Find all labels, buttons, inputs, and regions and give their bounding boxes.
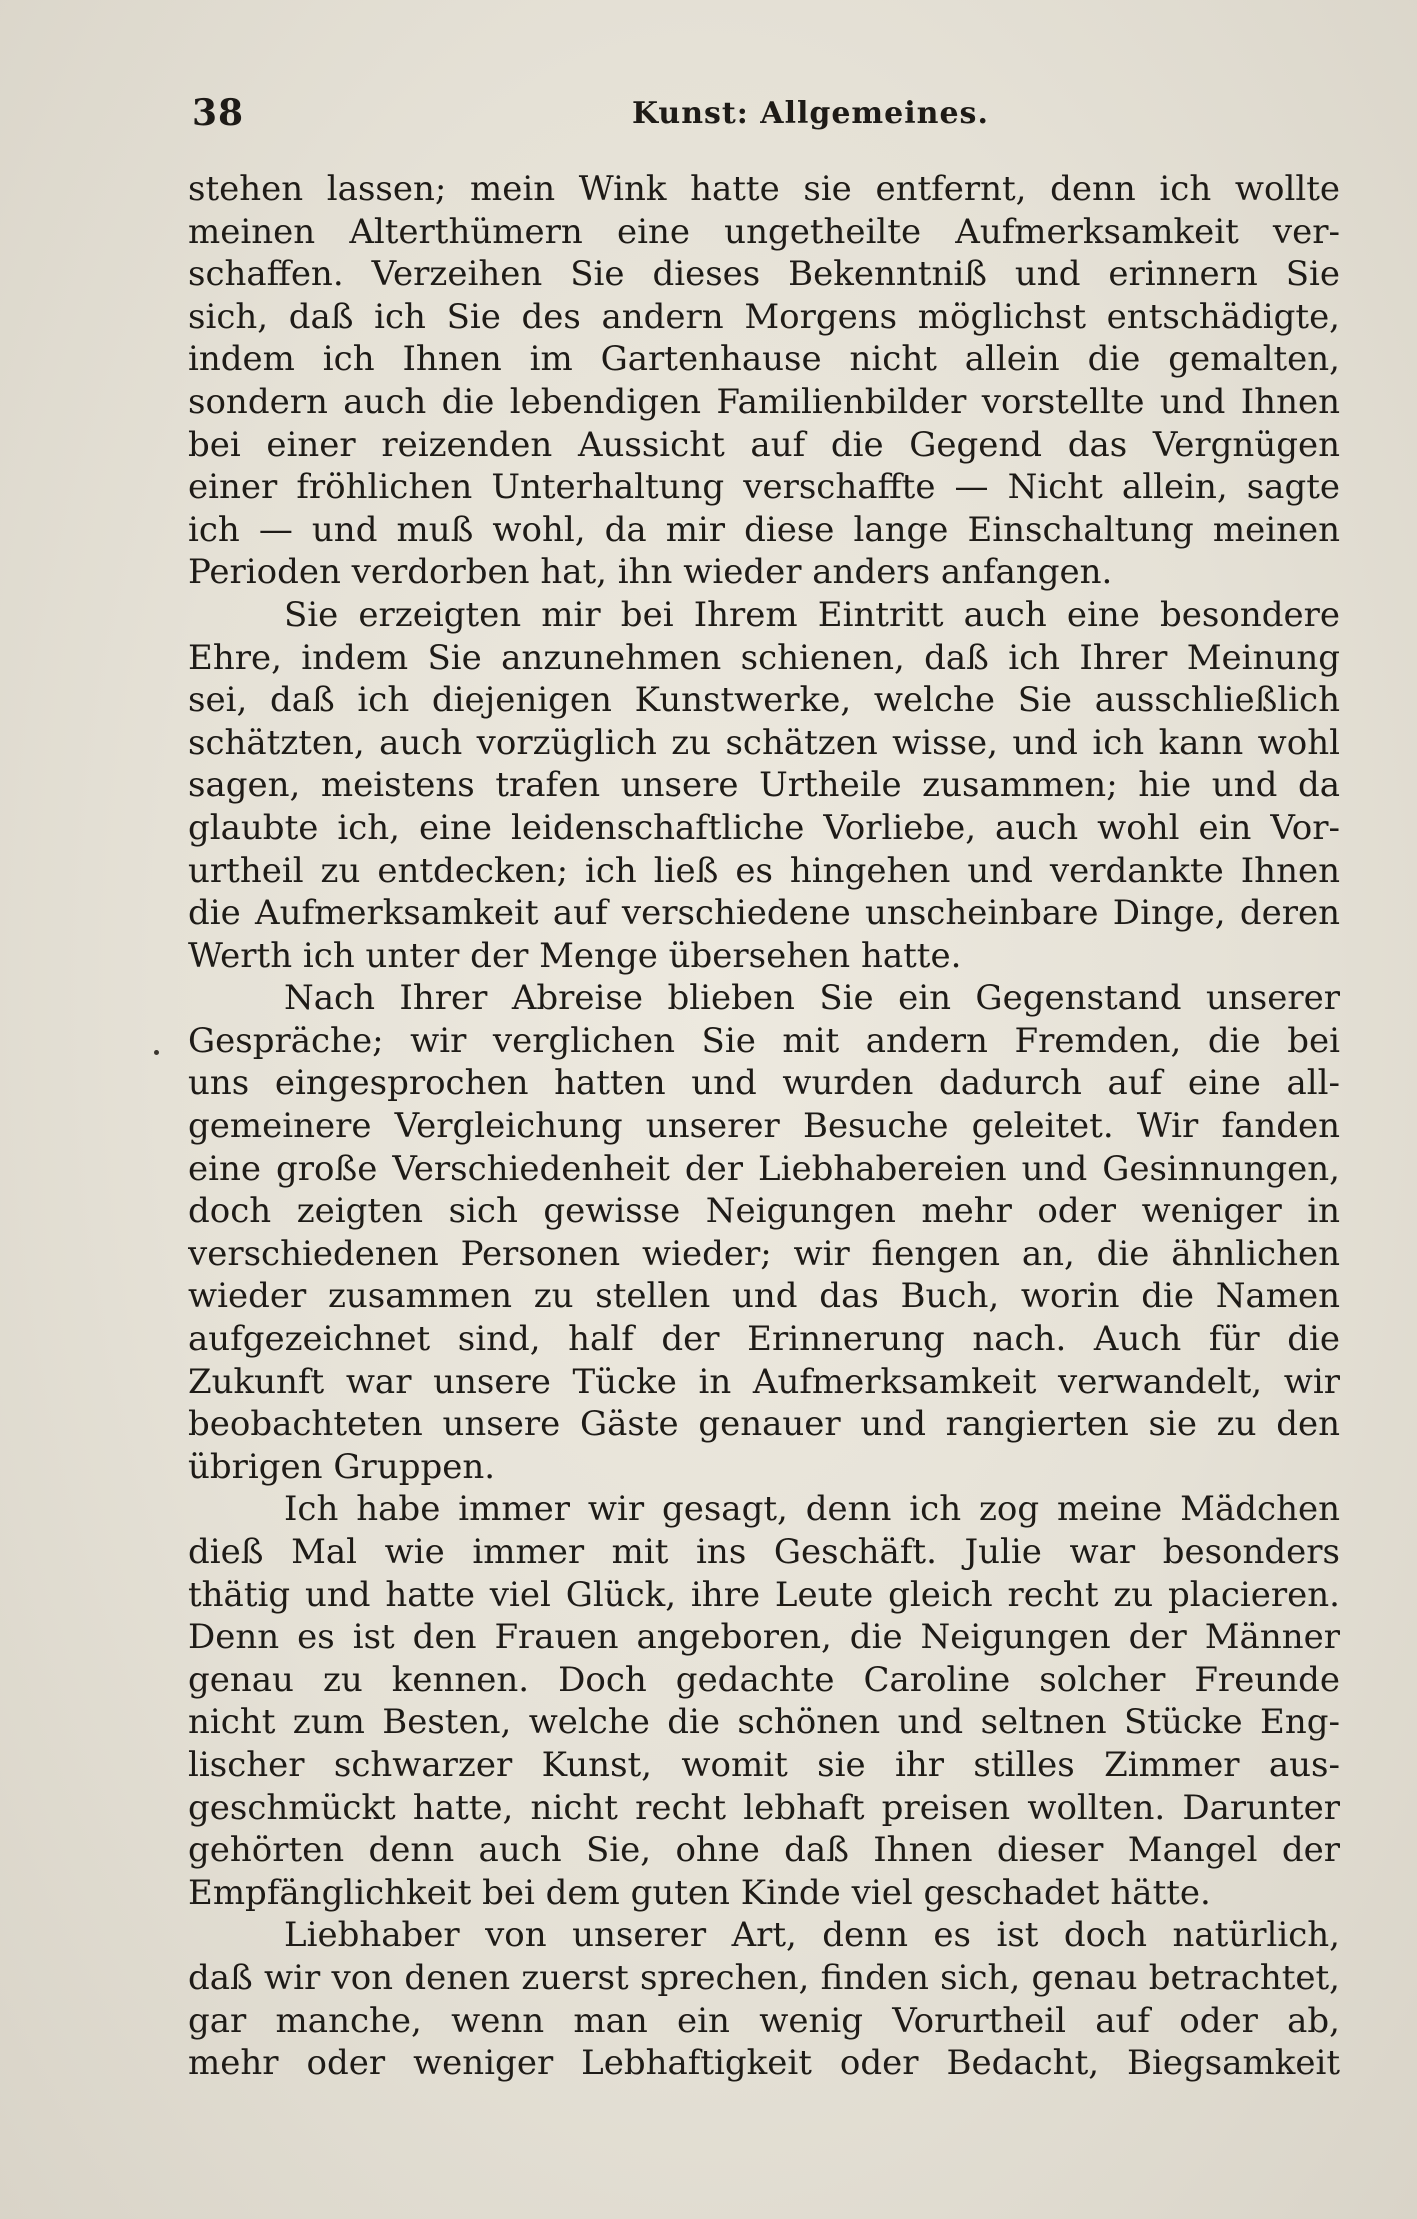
text-line: eine große Verschiedenheit der Liebhabereien und Gesinnungen, bbox=[188, 1148, 1340, 1189]
text-line: gehörten denn auch Sie, ohne daß Ihnen dieser Mangel der bbox=[188, 1830, 1340, 1871]
text-line: Sie erzeigten mir bei Ihrem Eintritt auch eine besondere bbox=[284, 594, 1340, 635]
text-line: nicht zum Besten, welche die schönen und seltnen Stücke Eng- bbox=[188, 1702, 1340, 1743]
text-line: Ich habe immer wir gesagt, denn ich zog meine Mädchen bbox=[284, 1489, 1340, 1530]
text-line: Perioden verdorben hat, ihn wieder anders anfangen. bbox=[188, 552, 1113, 593]
text-line: Gespräche; wir verglichen Sie mit andern Fremden, die bei bbox=[188, 1020, 1340, 1061]
text-line: lischer schwarzer Kunst, womit sie ihr stilles Zimmer aus- bbox=[188, 1744, 1340, 1785]
paragraph-1 bbox=[188, 168, 1340, 594]
body-text bbox=[188, 168, 1340, 2085]
text-line: einer fröhlichen Unterhaltung verschaffte — Nicht allein, sagte bbox=[188, 467, 1340, 508]
text-line: gar manche, wenn man ein wenig Vorurtheil auf oder ab, bbox=[188, 2000, 1340, 2041]
text-line: Zukunft war unsere Tücke in Aufmerksamkeit verwandelt, wir bbox=[188, 1361, 1340, 1402]
text-line: beobachteten unsere Gäste genauer und rangierten sie zu den bbox=[188, 1404, 1340, 1445]
text-line: Werth ich unter der Menge übersehen hatte. bbox=[188, 935, 962, 976]
text-line: urtheil zu entdecken; ich ließ es hingehen und verdankte Ihnen bbox=[188, 850, 1340, 891]
text-line: stehen lassen; mein Wink hatte sie entfernt, denn ich wollte bbox=[188, 169, 1340, 209]
text-line: gemeinere Vergleichung unserer Besuche geleitet. Wir fanden bbox=[188, 1106, 1340, 1147]
text-line: aufgezeichnet sind, half der Erinnerung nach. Auch für die bbox=[188, 1319, 1340, 1360]
text-line: Denn es ist den Frauen angeboren, die Neigungen der Männer bbox=[188, 1617, 1340, 1658]
text-line: meinen Alterthümern eine ungetheilte Aufmerksamkeit ver- bbox=[188, 211, 1340, 252]
text-line: geschmückt hatte, nicht recht lebhaft preisen wollten. Darunter bbox=[188, 1787, 1340, 1828]
text-line: indem ich Ihnen im Gartenhause nicht allein die gemalten, bbox=[188, 339, 1340, 380]
text-line: sei, daß ich diejenigen Kunstwerke, welche Sie ausschließlich bbox=[188, 680, 1340, 721]
text-line: verschiedenen Personen wieder; wir fiengen an, die ähnlichen bbox=[188, 1233, 1340, 1274]
text-line: dieß Mal wie immer mit ins Geschäft. Julie war besonders bbox=[188, 1532, 1340, 1572]
text-line: sagen, meistens trafen unsere Urtheile zusammen; hie und da bbox=[188, 765, 1340, 806]
text-line: Liebhaber von unserer Art, denn es ist doch natürlich, bbox=[284, 1915, 1340, 1956]
text-line: uns eingesprochen hatten und wurden dadurch auf eine all- bbox=[188, 1063, 1340, 1104]
text-line: schaffen. Verzeihen Sie dieses Bekenntniß und erinnern Sie bbox=[188, 254, 1340, 295]
text-line: Empfänglichkeit bei dem guten Kinde viel geschadet hätte. bbox=[188, 1872, 1211, 1913]
margin-mark bbox=[154, 1050, 159, 1055]
text-line: sich, daß ich Sie des andern Morgens möglichst entschädigte, bbox=[188, 296, 1340, 337]
paragraph-3 bbox=[188, 977, 1340, 1488]
text-line: bei einer reizenden Aussicht auf die Gegend das Vergnügen bbox=[188, 424, 1340, 465]
text-line: schätzten, auch vorzüglich zu schätzen wisse, und ich kann wohl bbox=[188, 722, 1340, 763]
text-line: sondern auch die lebendigen Familienbilder vorstellte und Ihnen bbox=[188, 381, 1340, 422]
paragraph-5 bbox=[188, 1914, 1340, 2084]
paragraph-2 bbox=[188, 594, 1340, 977]
paragraph-4 bbox=[188, 1488, 1340, 1914]
text-line: die Aufmerksamkeit auf verschiedene unscheinbare Dinge, deren bbox=[188, 893, 1340, 934]
text-line: doch zeigten sich gewisse Neigungen mehr oder weniger in bbox=[188, 1191, 1340, 1232]
page-number: 38 bbox=[192, 92, 245, 134]
running-head bbox=[192, 92, 1342, 142]
text-line: Nach Ihrer Abreise blieben Sie ein Gegenstand unserer bbox=[284, 978, 1340, 1019]
text-line: ich — und muß wohl, da mir diese lange Einschaltung meinen bbox=[188, 509, 1340, 550]
text-line: wieder zusammen zu stellen und das Buch, worin die Namen bbox=[188, 1276, 1340, 1317]
text-line: genau zu kennen. Doch gedachte Caroline solcher Freunde bbox=[188, 1659, 1340, 1700]
text-line: thätig und hatte viel Glück, ihre Leute gleich recht zu placieren. bbox=[188, 1574, 1340, 1615]
running-title: Kunst: Allgemeines. bbox=[632, 96, 989, 131]
text-line: mehr oder weniger Lebhaftigkeit oder Bedacht, Biegsamkeit bbox=[188, 2043, 1340, 2084]
text-line: übrigen Gruppen. bbox=[188, 1446, 496, 1487]
text-line: Ehre, indem Sie anzunehmen schienen, daß ich Ihrer Meinung bbox=[188, 637, 1340, 678]
text-line: glaubte ich, eine leidenschaftliche Vorliebe, auch wohl ein Vor- bbox=[188, 807, 1340, 848]
text-line: daß wir von denen zuerst sprechen, finden sich, genau betrachtet, bbox=[188, 1957, 1340, 1998]
